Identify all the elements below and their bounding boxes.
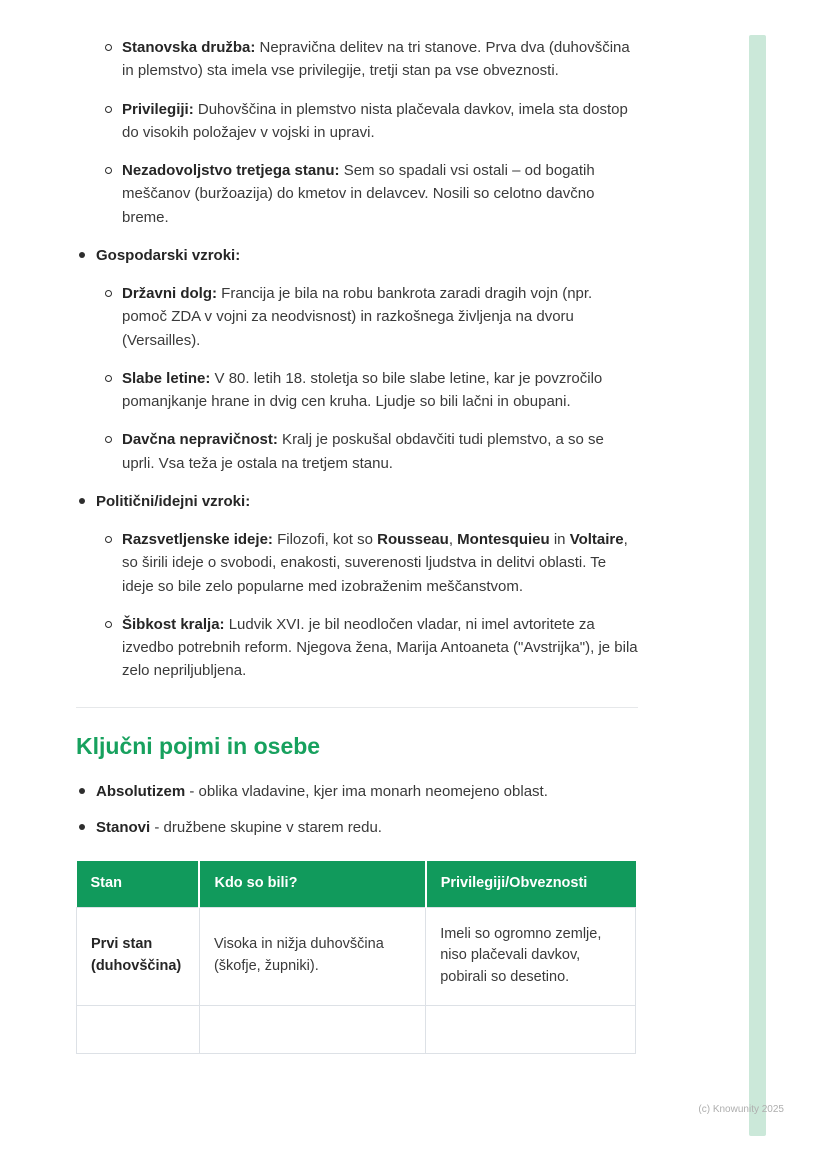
item-text: Nepravična delitev na tri stanove. Prva dva (duhovščina in plemstvo) sta imela vse privilegije, tretji stan pa vse obveznosti. — [122, 39, 630, 80]
item-text: Filozofi, kot so — [272, 531, 378, 548]
item-text: , so širili ideje o svobodi, enakosti, suverenosti ljudstva in delitvi oblasti. Te ideje so bile zelo popularne med izobraženim meščanstvom. — [122, 531, 628, 595]
term-lead: Absolutizem — [96, 783, 186, 801]
list-item-economic-causes — [76, 244, 638, 475]
term-lead: Slabe letine: — [122, 369, 211, 387]
cell-kdo — [199, 1005, 425, 1053]
item-text: - družbene skupine v starem redu. — [150, 818, 382, 836]
term-lead: Privilegiji: — [122, 100, 194, 118]
list-item — [102, 528, 638, 598]
list-item — [102, 428, 638, 475]
term-lead: Stanovska družba: — [122, 39, 256, 56]
section-heading-key-terms: Ključni pojmi in osebe — [76, 732, 321, 759]
term-lead: Šibkost kralja: — [122, 615, 225, 633]
cell-stan: Prvi stan (duhovščina) — [77, 907, 200, 1005]
table-header-row — [77, 861, 636, 907]
list-item — [102, 36, 638, 83]
table-header-stan: Stan — [77, 861, 200, 907]
watermark-text: (c) Knowunity 2025 — [698, 1104, 784, 1115]
cell-privilegiji — [426, 1005, 636, 1053]
list-item — [102, 98, 638, 145]
table-row — [77, 907, 636, 1005]
social-causes-sublist — [102, 36, 638, 229]
list-item — [102, 282, 638, 352]
table-header-kdo: Kdo so bili? — [199, 861, 425, 907]
list-item — [102, 367, 638, 414]
table-header-privilegiji: Privilegiji/Obveznosti — [426, 861, 636, 907]
item-text: Sem so spadali vsi ostali – od bogatih meščanov (buržoazija) do kmetov in delavcev. Nosili so celotno davčno breme. — [122, 162, 595, 226]
cell-kdo: Visoka in nižja duhovščina (škofje, župniki). — [199, 907, 425, 1005]
political-causes-sublist — [102, 528, 638, 683]
section-divider — [76, 707, 638, 708]
inline-bold-name: Montesquieu — [457, 531, 550, 548]
inline-bold-name: Rousseau — [377, 531, 449, 548]
group-title: Politični/idejni vzroki: — [96, 492, 251, 510]
term-lead: Stanovi — [96, 818, 151, 836]
economic-causes-sublist — [102, 282, 638, 475]
list-item — [102, 613, 638, 683]
item-text: - oblika vladavine, kjer ima monarh neomejeno oblast. — [185, 783, 548, 801]
item-text: Ludvik XVI. je bil neodločen vladar, ni imel avtoritete za izvedbo potrebnih reform. Njegova žena, Marija Antoaneta ("Avstrijka"), je bila zelo nepriljubljena. — [122, 615, 638, 680]
cell-stan — [77, 1005, 200, 1053]
table-row-partial — [77, 1005, 636, 1053]
term-lead: Nezadovoljstvo tretjega stanu: — [122, 162, 340, 179]
item-text: , — [448, 531, 458, 548]
item-text: Kralj je poskušal obdavčiti tudi plemstvo, a so se uprli. Vsa teža je ostala na tretjem stanu. — [122, 431, 604, 472]
causes-main-list — [76, 244, 638, 683]
term-lead: Davčna nepravičnost: — [122, 431, 278, 449]
list-item — [102, 159, 638, 229]
estates-table — [76, 861, 636, 1054]
item-text: in — [549, 531, 570, 548]
term-lead: Razsvetljenske ideje: — [122, 531, 273, 548]
list-item — [76, 816, 638, 839]
right-accent-bar — [749, 35, 766, 1136]
group-title: Gospodarski vzroki: — [96, 246, 241, 264]
list-item-political-causes — [76, 490, 638, 683]
item-text: Duhovščina in plemstvo nista plačevala davkov, imela sta dostop do visokih položajev v vojski in upravi. — [122, 100, 628, 141]
cell-privilegiji: Imeli so ogromno zemlje, niso plačevali davkov, pobirali so desetino. — [426, 907, 636, 1005]
item-text: V 80. letih 18. stoletja so bile slabe letine, kar je povzročilo pomanjkanje hrane in dvig cen kruha. Ljudje so bili lačni in obupani. — [122, 369, 603, 410]
key-terms-list — [76, 780, 638, 839]
inline-bold-name: Voltaire — [569, 531, 624, 548]
list-item — [76, 780, 638, 803]
estates-table-body — [77, 907, 636, 1053]
document-content — [76, 36, 638, 1054]
item-text: Francija je bila na robu bankrota zaradi dragih vojn (npr. pomoč ZDA v vojni za neodvisnost) in razkošnega življenja na dvoru (Versailles). — [122, 285, 593, 349]
estates-table-header — [77, 861, 636, 907]
term-lead: Državni dolg: — [122, 285, 218, 302]
